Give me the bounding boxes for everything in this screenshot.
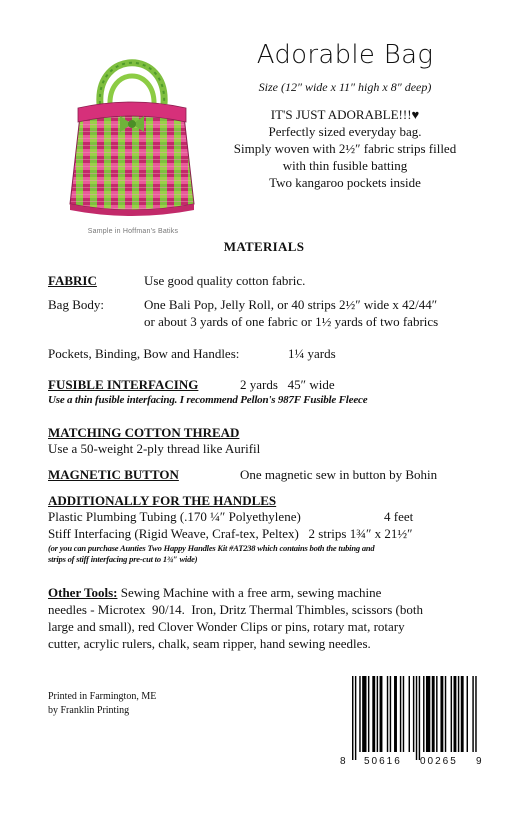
thread-title: MATCHING COTTON THREAD xyxy=(48,425,240,440)
barcode-bar xyxy=(426,676,430,752)
bag-body-label: Bag Body: xyxy=(48,297,104,312)
barcode-bar xyxy=(440,676,443,752)
tools-line xyxy=(48,584,480,601)
bag-photo xyxy=(62,44,202,222)
barcode-group-right: 00265 xyxy=(420,756,458,767)
stiff-interfacing: Stiff Interfacing (Rigid Weave, Craf-tex, Peltex) 2 strips 1¾″ x 21½″ xyxy=(48,526,413,541)
barcode-bar xyxy=(475,676,476,752)
barcode-bar xyxy=(423,676,424,752)
tubing-value: 4 feet xyxy=(384,509,414,524)
barcode-digit-first: 8 xyxy=(340,756,346,767)
barcode-bar xyxy=(362,676,366,752)
tools-text: Sewing Machine with a free arm, sewing machine xyxy=(117,585,382,600)
page-title: Adorable Bag xyxy=(256,40,434,70)
barcode-bars xyxy=(340,676,488,762)
interfacing-title: FUSIBLE INTERFACING xyxy=(48,377,199,392)
barcode-bar xyxy=(409,676,410,752)
interfacing-value: 2 yards 45″ wide xyxy=(240,377,335,392)
tagline-line: with thin fusible batting xyxy=(282,158,408,173)
printer-line: by Franklin Printing xyxy=(48,705,130,716)
fabric-desc: Use good quality cotton fabric. xyxy=(144,273,306,288)
bag-body-line: One Bali Pop, Jelly Roll, or 40 strips 2½″ wide x 42/44″ xyxy=(144,297,438,312)
tools-line: cutter, acrylic rulers, chalk, seam ripper, hand sewing needles. xyxy=(48,636,371,651)
barcode-bar xyxy=(390,676,391,752)
tagline xyxy=(200,106,490,191)
barcode-bar xyxy=(359,676,360,752)
barcode-bar xyxy=(380,676,383,752)
barcode-bar xyxy=(467,676,468,752)
materials-heading: MATERIALS xyxy=(223,239,305,254)
barcode-bar xyxy=(461,676,464,752)
barcode-bar xyxy=(352,676,353,760)
barcode-bar xyxy=(372,676,375,752)
fabric-title: FABRIC xyxy=(48,273,97,288)
tagline-line: IT'S JUST ADORABLE!!!♥ xyxy=(270,107,420,122)
barcode-bar xyxy=(432,676,435,752)
printer-info xyxy=(48,690,156,718)
barcode-bar xyxy=(355,676,356,760)
tools-line: large and small), red Clover Wonder Clips or pins, rotary mat, rotary xyxy=(48,619,405,634)
barcode-bar xyxy=(403,676,404,752)
barcode-bar xyxy=(436,676,437,752)
barcode xyxy=(340,676,488,772)
barcode-digit-last: 9 xyxy=(476,756,482,767)
bag-body-line: or about 3 yards of one fabric or 1½ yards of two fabrics xyxy=(144,314,439,329)
barcode-bar xyxy=(413,676,414,752)
barcode-bar xyxy=(377,676,378,752)
handles-note: strips of stiff interfacing pre-cut to 1¾″ wide) xyxy=(48,554,198,564)
barcode-bar xyxy=(445,676,446,752)
tagline-line: Perfectly sized everyday bag. xyxy=(268,124,422,139)
printer-line: Printed in Farmington, ME xyxy=(48,691,157,702)
barcode-group-left: 50616 xyxy=(364,756,402,767)
barcode-bar xyxy=(394,676,397,752)
bag-size: Size (12″ wide x 11″ high x 8″ deep) xyxy=(258,80,432,94)
thread-desc: Use a 50-weight 2-ply thread like Aurifil xyxy=(48,441,261,456)
barcode-bar xyxy=(400,676,401,752)
barcode-bar xyxy=(387,676,388,752)
tools-line: needles - Microtex 90/14. Iron, Dritz Thermal Thimbles, scissors (both xyxy=(48,602,424,617)
barcode-bar xyxy=(419,676,420,760)
tagline-line: Simply woven with 2½″ fabric strips filled xyxy=(233,141,457,156)
barcode-bar xyxy=(368,676,369,752)
tagline-line: Two kangaroo pockets inside xyxy=(269,175,421,190)
barcode-bar xyxy=(458,676,459,752)
barcode-bar xyxy=(472,676,473,752)
barcode-bar xyxy=(416,676,417,760)
barcode-bar xyxy=(451,676,452,752)
button-title: MAGNETIC BUTTON xyxy=(48,467,179,482)
pockets-label: Pockets, Binding, Bow and Handles: xyxy=(48,346,240,361)
barcode-bar xyxy=(454,676,457,752)
button-desc: One magnetic sew in button by Bohin xyxy=(240,467,438,482)
pockets-value: 1¼ yards xyxy=(288,346,336,361)
tools-title: Other Tools: xyxy=(48,585,118,600)
interfacing-note: Use a thin fusible interfacing. I recommend Pellon's 987F Fusible Fleece xyxy=(48,394,368,406)
handles-note: (or you can purchase Aunties Two Happy Handles Kit #AT238 which contains both the tubing and xyxy=(48,543,375,553)
photo-caption: Sample in Hoffman's Batiks xyxy=(87,228,179,235)
handles-title: ADDITIONALLY FOR THE HANDLES xyxy=(48,493,277,508)
tubing-label: Plastic Plumbing Tubing (.170 ¼″ Polyethylene) xyxy=(48,509,301,524)
